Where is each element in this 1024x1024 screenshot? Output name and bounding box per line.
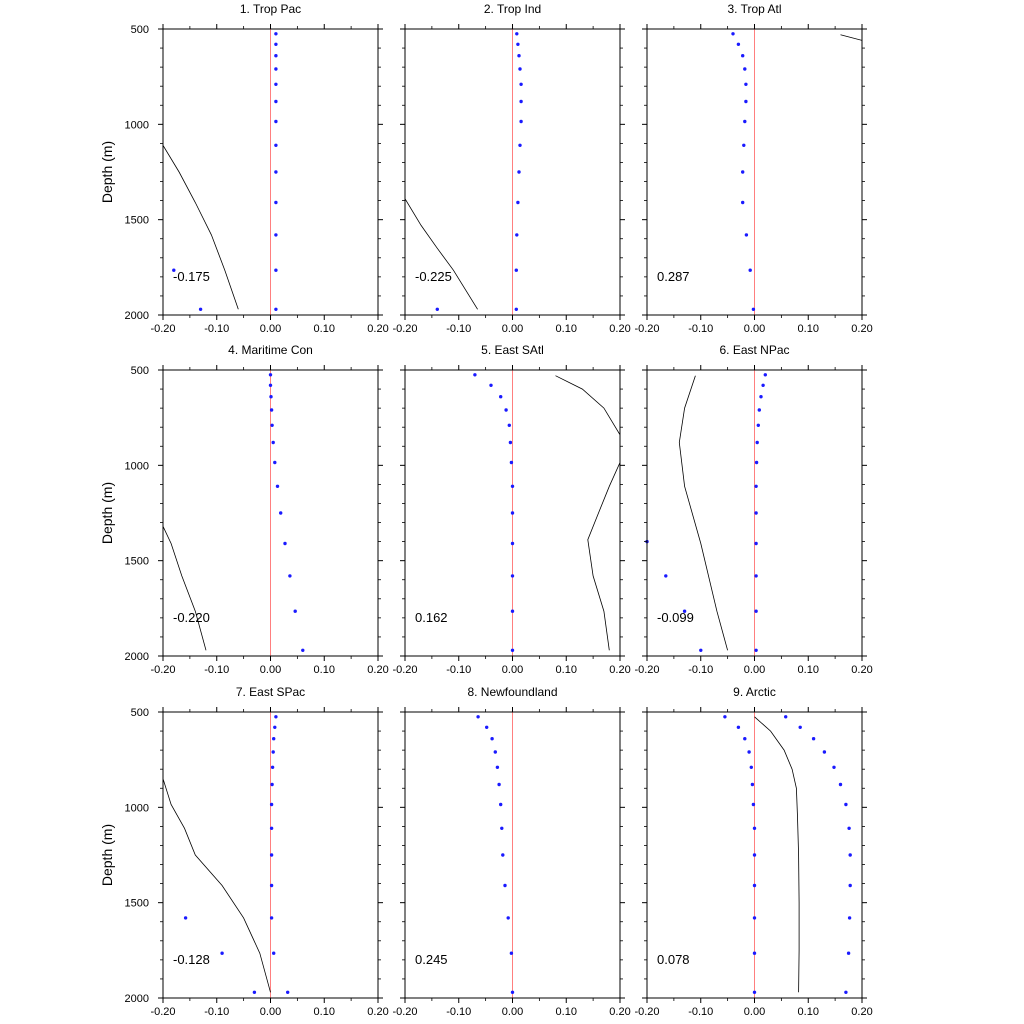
data-point [476, 715, 479, 718]
x-tick-label: -0.20 [392, 664, 418, 676]
data-point [270, 408, 273, 411]
data-point [515, 308, 518, 311]
data-point [269, 373, 272, 376]
y-tick-label: 1000 [124, 802, 149, 815]
data-point [511, 610, 514, 613]
data-point [274, 308, 277, 311]
data-point [741, 170, 744, 173]
data-point [741, 54, 744, 57]
x-tick-label: -0.20 [150, 323, 176, 335]
panel-title: 3. Trop Atl [727, 2, 782, 16]
panel-4 [99, 343, 389, 676]
data-point [744, 100, 747, 103]
data-point [184, 916, 187, 919]
x-tick-label: -0.20 [634, 664, 660, 676]
y-axis-label: Depth (m) [99, 481, 115, 545]
data-point [489, 384, 492, 387]
data-point [752, 803, 755, 806]
data-point [503, 884, 506, 887]
data-point [844, 803, 847, 806]
data-point [745, 233, 748, 236]
x-tick-label: 0.00 [259, 323, 282, 335]
x-tick-label: 0.20 [367, 1006, 389, 1018]
correlation-value: -0.225 [415, 269, 452, 284]
data-point [507, 916, 510, 919]
data-point [301, 649, 304, 652]
y-axis-label: Depth (m) [99, 823, 115, 887]
data-point [756, 441, 759, 444]
data-point [753, 853, 756, 856]
data-point [485, 726, 488, 729]
x-tick-label: -0.20 [392, 1006, 418, 1018]
data-point [270, 424, 273, 427]
data-point [497, 783, 500, 786]
data-point [747, 750, 750, 753]
data-point [436, 308, 439, 311]
data-point [742, 144, 745, 147]
data-point [270, 853, 273, 856]
x-tick-label: 0.20 [609, 664, 631, 676]
data-point [490, 737, 493, 740]
data-point [723, 715, 726, 718]
data-point [515, 269, 518, 272]
x-tick-label: 0.00 [743, 1006, 766, 1018]
x-tick-label: 0.20 [609, 1006, 631, 1018]
data-point [500, 827, 503, 830]
data-point [510, 952, 513, 955]
data-point [270, 916, 273, 919]
panel-7 [99, 685, 389, 1018]
panel-title: 8. Newfoundland [467, 685, 558, 699]
y-tick-label: 500 [130, 707, 149, 719]
data-point [744, 83, 747, 86]
data-point [832, 766, 835, 769]
data-point [494, 750, 497, 753]
data-point [517, 170, 520, 173]
data-point [496, 766, 499, 769]
data-point [849, 884, 852, 887]
data-point [274, 120, 277, 123]
panel-title: 6. East NPac [719, 343, 790, 357]
data-point [741, 201, 744, 204]
data-point [517, 54, 520, 57]
x-tick-label: 0.10 [313, 664, 335, 676]
data-point [799, 726, 802, 729]
data-point [274, 269, 277, 272]
x-tick-label: -0.20 [634, 1006, 660, 1018]
data-point [752, 308, 755, 311]
x-tick-label: 0.10 [555, 664, 577, 676]
data-point [751, 783, 754, 786]
data-point [274, 100, 277, 103]
data-point [273, 461, 276, 464]
data-point [753, 884, 756, 887]
y-tick-label: 1000 [124, 119, 149, 132]
correlation-curve [556, 376, 621, 651]
data-point [511, 485, 514, 488]
x-tick-label: 0.20 [851, 664, 873, 676]
data-point [286, 991, 289, 994]
data-point [511, 542, 514, 545]
data-point [279, 511, 282, 514]
data-point [271, 766, 274, 769]
correlation-value: 0.078 [657, 952, 690, 967]
data-point [847, 952, 850, 955]
data-point [839, 783, 842, 786]
correlation-curve [163, 145, 238, 309]
data-point [274, 715, 277, 718]
data-point [274, 32, 277, 35]
data-point [754, 485, 757, 488]
data-point [288, 574, 291, 577]
x-tick-label: 0.00 [743, 323, 766, 335]
data-point [757, 424, 760, 427]
y-axis-label: Depth (m) [99, 140, 115, 204]
data-point [276, 485, 279, 488]
y-tick-label: 1000 [124, 460, 149, 473]
data-point [473, 373, 476, 376]
x-tick-label: 0.00 [743, 664, 766, 676]
data-point [731, 32, 734, 35]
y-tick-label: 2000 [124, 310, 149, 322]
x-tick-label: -0.10 [688, 664, 714, 676]
data-point [753, 952, 756, 955]
correlation-value: -0.175 [173, 269, 210, 284]
x-tick-label: 0.10 [797, 664, 819, 676]
data-point [220, 952, 223, 955]
data-point [294, 610, 297, 613]
data-point [270, 884, 273, 887]
x-tick-label: 0.20 [609, 323, 631, 335]
data-point [664, 574, 667, 577]
data-point [754, 649, 757, 652]
data-point [509, 441, 512, 444]
x-tick-label: 0.10 [555, 1006, 577, 1018]
x-tick-label: -0.10 [688, 323, 714, 335]
data-point [847, 827, 850, 830]
data-point [743, 67, 746, 70]
data-point [274, 233, 277, 236]
panel-title: 2. Trop Ind [483, 2, 542, 16]
panel-title: 1. Trop Pac [239, 2, 302, 16]
data-point [270, 783, 273, 786]
data-point [737, 726, 740, 729]
panel-5 [392, 343, 630, 676]
x-tick-label: -0.20 [392, 323, 418, 335]
data-point [759, 395, 762, 398]
correlation-curve [755, 717, 800, 993]
data-point [699, 649, 702, 652]
data-point [272, 441, 275, 444]
data-point [270, 803, 273, 806]
x-tick-label: 0.00 [501, 1006, 524, 1018]
y-tick-label: 2000 [124, 993, 149, 1005]
y-tick-label: 2000 [124, 651, 149, 663]
data-point [753, 991, 756, 994]
x-tick-label: -0.10 [204, 323, 230, 335]
data-point [784, 715, 787, 718]
x-tick-label: -0.10 [688, 1006, 714, 1018]
data-point [753, 916, 756, 919]
data-point [764, 373, 767, 376]
panel-1 [99, 2, 389, 335]
data-point [750, 766, 753, 769]
x-tick-label: 0.10 [313, 1006, 335, 1018]
data-point [274, 43, 277, 46]
data-point [274, 201, 277, 204]
data-point [519, 83, 522, 86]
x-tick-label: -0.20 [150, 1006, 176, 1018]
x-tick-label: -0.10 [446, 664, 472, 676]
data-point [272, 952, 275, 955]
panel-title: 4. Maritime Con [228, 343, 313, 357]
panels-group [99, 2, 873, 1018]
panel-title: 7. East SPac [235, 685, 306, 699]
correlation-value: 0.162 [415, 610, 448, 625]
data-point [754, 511, 757, 514]
x-tick-label: 0.00 [259, 664, 282, 676]
x-tick-label: 0.20 [367, 664, 389, 676]
x-tick-label: 0.10 [797, 323, 819, 335]
data-point [516, 201, 519, 204]
correlation-curve [841, 35, 863, 41]
data-point [761, 384, 764, 387]
data-point [753, 827, 756, 830]
x-tick-label: 0.20 [851, 1006, 873, 1018]
data-point [274, 54, 277, 57]
data-point [754, 610, 757, 613]
panel-3 [634, 2, 872, 335]
data-point [253, 991, 256, 994]
x-tick-label: 0.10 [555, 323, 577, 335]
y-tick-label: 500 [130, 24, 149, 36]
data-point [510, 461, 513, 464]
panel-6 [634, 343, 872, 676]
data-point [272, 737, 275, 740]
x-tick-label: 0.10 [797, 1006, 819, 1018]
correlation-value: 0.245 [415, 952, 448, 967]
y-tick-label: 1500 [124, 214, 149, 227]
panel-title: 5. East SAtl [481, 343, 544, 357]
x-tick-label: 0.00 [259, 1006, 282, 1018]
data-point [508, 424, 511, 427]
correlation-value: -0.220 [173, 610, 210, 625]
data-point [283, 542, 286, 545]
data-point [849, 853, 852, 856]
data-point [272, 750, 275, 753]
data-point [274, 83, 277, 86]
data-point [743, 120, 746, 123]
correlation-value: 0.287 [657, 269, 690, 284]
data-point [754, 542, 757, 545]
data-point [515, 233, 518, 236]
data-point [515, 32, 518, 35]
data-point [274, 144, 277, 147]
x-tick-label: 0.10 [313, 323, 335, 335]
correlation-curve [163, 526, 206, 650]
data-point [269, 384, 272, 387]
data-point [269, 395, 272, 398]
y-tick-label: 1500 [124, 897, 149, 910]
data-point [518, 67, 521, 70]
x-tick-label: -0.20 [634, 323, 660, 335]
data-point [270, 827, 273, 830]
y-tick-label: 1500 [124, 555, 149, 568]
x-tick-label: -0.20 [150, 664, 176, 676]
data-point [754, 574, 757, 577]
data-point [518, 144, 521, 147]
data-point [823, 750, 826, 753]
data-point [511, 649, 514, 652]
data-point [274, 170, 277, 173]
data-point [758, 408, 761, 411]
data-point [749, 269, 752, 272]
data-point [844, 991, 847, 994]
data-point [511, 991, 514, 994]
data-point [499, 395, 502, 398]
panel-9 [634, 685, 872, 1018]
data-point [501, 853, 504, 856]
data-point [499, 803, 502, 806]
x-tick-label: 0.20 [367, 323, 389, 335]
data-point [511, 511, 514, 514]
x-tick-label: 0.00 [501, 323, 524, 335]
data-point [511, 574, 514, 577]
data-point [519, 120, 522, 123]
correlation-value: -0.099 [657, 610, 694, 625]
data-point [848, 916, 851, 919]
data-point [519, 100, 522, 103]
data-point [812, 737, 815, 740]
data-point [199, 308, 202, 311]
data-point [274, 67, 277, 70]
correlation-value: -0.128 [173, 952, 210, 967]
panel-8 [392, 685, 630, 1018]
x-tick-label: -0.10 [446, 323, 472, 335]
data-point [273, 726, 276, 729]
x-tick-label: -0.10 [204, 664, 230, 676]
data-point [755, 461, 758, 464]
data-point [516, 43, 519, 46]
correlation-curve [405, 199, 478, 310]
panel-title: 9. Arctic [733, 685, 776, 699]
data-point [743, 737, 746, 740]
panel-2 [392, 2, 630, 335]
data-point [737, 43, 740, 46]
y-tick-label: 500 [130, 365, 149, 377]
x-tick-label: -0.10 [204, 1006, 230, 1018]
data-point [504, 408, 507, 411]
x-tick-label: -0.10 [446, 1006, 472, 1018]
x-tick-label: 0.00 [501, 664, 524, 676]
x-tick-label: 0.20 [851, 323, 873, 335]
